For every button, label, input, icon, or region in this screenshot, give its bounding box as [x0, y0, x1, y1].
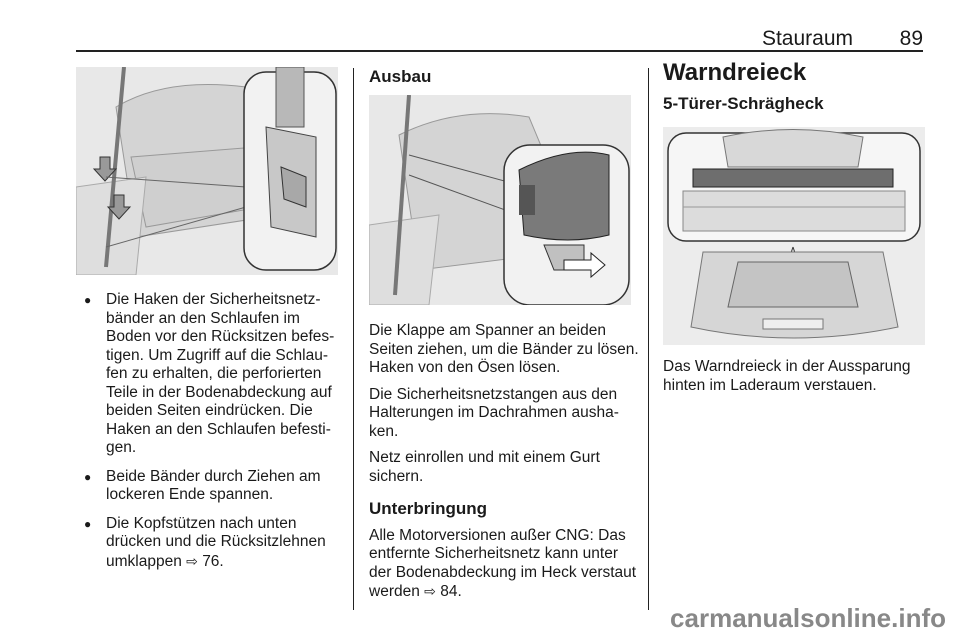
- bullet-item: ● Beide Bänder durch Ziehen am lockeren Ende spannen.: [76, 468, 348, 505]
- storage-text: Alle Motorversionen außer CNG: Das entfernte Sicherheitsnetz kann unter der Bodenabdeckung im Heck verstaut werden: [369, 526, 637, 600]
- column-divider-1: [353, 68, 354, 610]
- paragraph: Die Klappe am Spanner an beiden Seiten ziehen, um die Bänder zu lösen. Haken von den Ösen lösen.: [369, 322, 639, 376]
- page-ref: 76.: [202, 552, 224, 570]
- heading-ausbau: Ausbau: [369, 67, 432, 86]
- page-header: [76, 22, 923, 52]
- paragraph: Das Warndreieck in der Aussparung hinten im Laderaum verstauen.: [663, 358, 911, 394]
- page-ref-arrow-icon: ⇨: [186, 552, 198, 569]
- page-ref-arrow-icon: ⇨: [424, 583, 436, 599]
- paragraph: Netz einrollen und mit einem Gurt sichern.: [369, 449, 600, 485]
- figure-warning-triangle: [663, 127, 925, 345]
- bullet-list: [76, 291, 348, 571]
- bullet-item: [76, 515, 348, 572]
- subheading-hatchback: 5-Türer-Schrägheck: [663, 93, 824, 113]
- paragraph: Die Sicherheitsnetzstangen aus den Halterungen im Dachrahmen ausha-ken.: [369, 385, 619, 440]
- watermark: carmanualsonline.info: [670, 603, 946, 633]
- bullet-text: Die Kopfstützen nach unten drücken und die Rücksitzlehnen umklappen: [106, 514, 326, 570]
- figure-seat-hooks: [76, 67, 338, 275]
- column-right-heading: [663, 59, 933, 113]
- section-heading-warndreieck: Warndreieck: [663, 59, 807, 86]
- column-right: [663, 358, 933, 403]
- page-ref: 84.: [440, 583, 462, 600]
- column-middle: [369, 322, 644, 610]
- paragraph: [369, 527, 644, 602]
- bullet-item: ● Die Haken der Sicherheitsnetz-bänder an den Schlaufen im Boden vor den Rücksitzen befes-tigen. Um Zugriff auf die Schlau-fen zu erhalten, die perforierten Teile in der Bodenabdeckung auf beiden Seiten eindrücken. Die Haken an den Schlaufen befesti-gen.: [76, 291, 348, 458]
- heading-unterbringung: Unterbringung: [369, 499, 488, 518]
- column-middle-heading: [369, 68, 639, 95]
- column-divider-2: [648, 68, 649, 610]
- column-left: [76, 291, 348, 581]
- page-number: 89: [899, 27, 923, 50]
- figure-tensioner: [369, 95, 631, 305]
- section-title: Stauraum: [761, 27, 853, 50]
